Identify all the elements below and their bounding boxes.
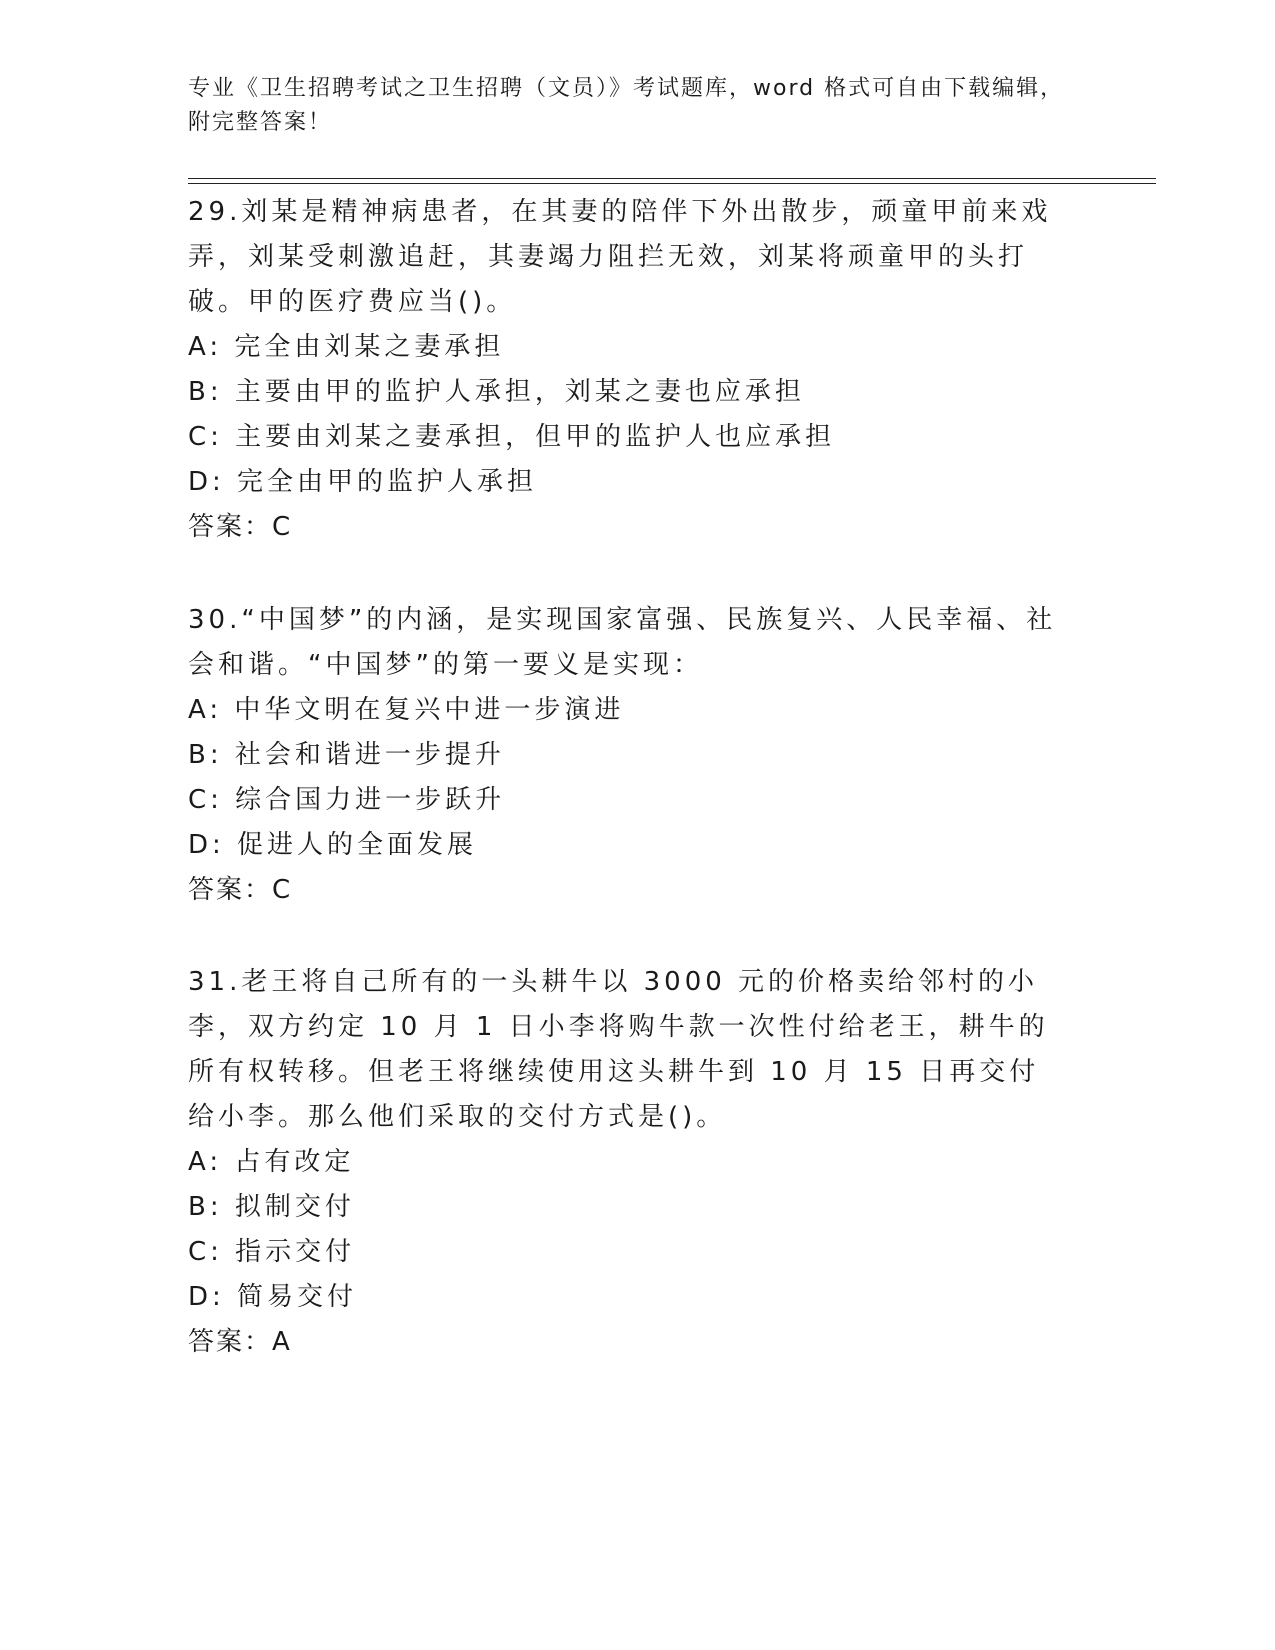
- option-b: B: 拟制交付: [188, 1192, 355, 1222]
- option-b: B: 主要由甲的监护人承担，刘某之妻也应承担: [188, 377, 805, 407]
- question-30: [188, 598, 1068, 913]
- option-d: D: 完全由甲的监护人承担: [188, 467, 538, 497]
- answer: 答案：A: [188, 1327, 292, 1357]
- option-c: C: 主要由刘某之妻承担，但甲的监护人也应承担: [188, 422, 836, 452]
- question-stem: 29.刘某是精神病患者，在其妻的陪伴下外出散步，顽童甲前来戏弄，刘某受刺激追赶，其妻竭力阻拦无效，刘某将顽童甲的头打破。甲的医疗费应当()。: [188, 197, 1052, 317]
- option-a: A: 占有改定: [188, 1147, 355, 1177]
- document-header: 专业《卫生招聘考试之卫生招聘（文员）》考试题库，word 格式可自由下载编辑，附完整答案！: [188, 76, 1065, 135]
- question-stem: 30.“中国梦”的内涵，是实现国家富强、民族复兴、人民幸福、社会和谐。“中国梦”的第一要义是实现：: [188, 605, 1057, 680]
- answer: 答案：C: [188, 512, 293, 542]
- answer: 答案：C: [188, 875, 293, 905]
- option-b: B: 社会和谐进一步提升: [188, 740, 505, 770]
- option-d: D: 促进人的全面发展: [188, 830, 478, 860]
- option-d: D: 简易交付: [188, 1282, 358, 1312]
- option-c: C: 指示交付: [188, 1237, 356, 1267]
- option-a: A: 完全由刘某之妻承担: [188, 332, 505, 362]
- question-stem: 31.老王将自己所有的一头耕牛以 3000 元的价格卖给邻村的小李，双方约定 10 月 1 日小李将购牛款一次性付给老王，耕牛的所有权转移。但老王将继续使用这头耕牛到 10 月 15 日再交付给小李。那么他们采取的交付方式是()。: [188, 967, 1049, 1132]
- header-divider-top: [188, 178, 1156, 179]
- question-29: [188, 190, 1068, 550]
- option-c: C: 综合国力进一步跃升: [188, 785, 506, 815]
- header-divider-bottom: [188, 183, 1156, 184]
- question-31: [188, 960, 1068, 1365]
- option-a: A: 中华文明在复兴中进一步演进: [188, 695, 625, 725]
